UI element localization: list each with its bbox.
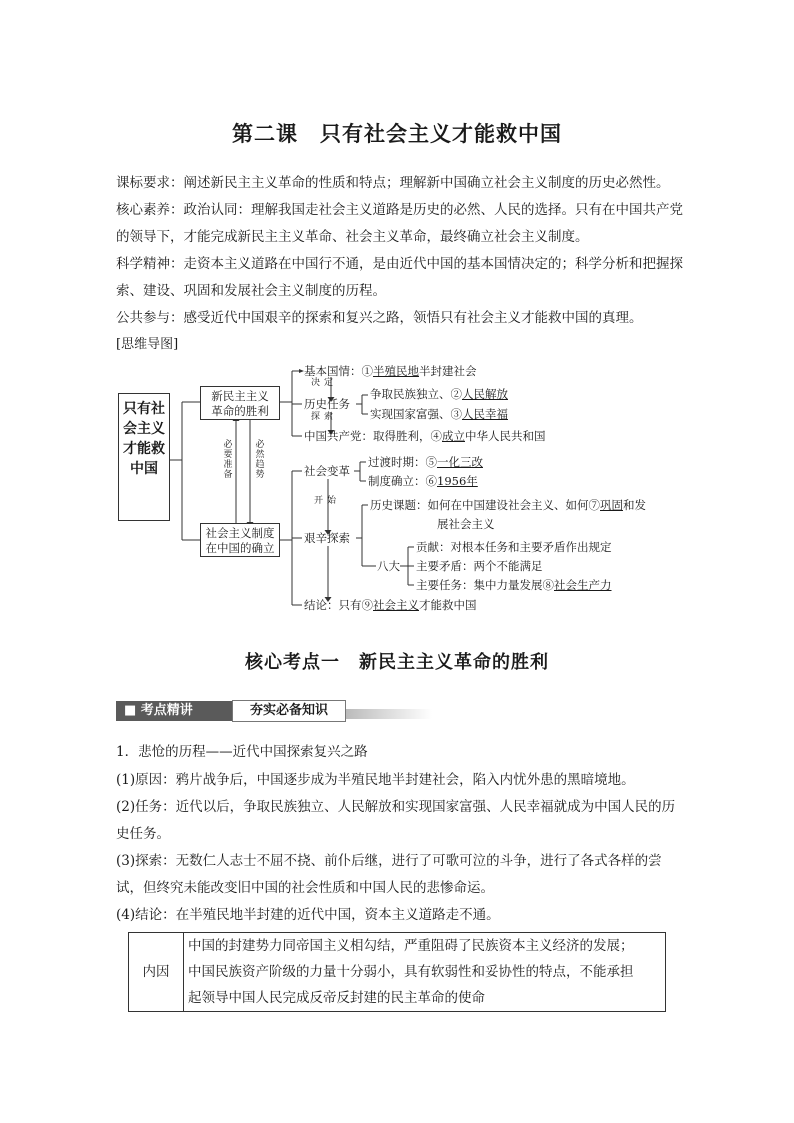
table-line: 中国民族资产阶级的力量十分弱小，具有软弱性和妥协性的特点，不能承担 — [188, 964, 634, 980]
mm-social-change: 社会变革 — [304, 464, 350, 478]
section-title: 核心考点一 新民主主义革命的胜利 — [245, 652, 549, 673]
body-reason: (1)原因：鸦片战争后，中国逐步成为半殖民地半封建社会，陷入内忧外患的黑暗境地。 — [116, 772, 635, 788]
requirement-science: 科学精神：走资本主义道路在中国行不通，是由近代中国的基本国情决定的；科学分析和把握探索、建设、巩固和发展社会主义制度的历程。 — [116, 256, 683, 299]
mindmap-root: 只有社会主义才能救中国 — [118, 393, 170, 521]
mm-topic-line2: 展社会主义 — [437, 517, 495, 531]
requirement-literacy: 核心素养：政治认同：理解我国走社会主义道路是历史的必然、人民的选择。只有在中国共产党的领导下，才能完成新民主主义革命、社会主义革命，最终确立社会主义制度。 — [116, 202, 683, 245]
mm-transition: 过渡时期：⑤一化三改 — [368, 455, 483, 469]
cause-table — [128, 932, 666, 1012]
requirement-public: 公共参与：感受近代中国艰辛的探索和复兴之路，领悟只有社会主义才能救中国的真理。 — [116, 310, 643, 326]
mm-start: 开始 — [314, 496, 341, 506]
mm-main-task: 主要任务：集中力量发展⑧社会生产力 — [416, 578, 612, 592]
table-line: 中国的封建势力同帝国主义相勾结，严重阻碍了民族资本主义经济的发展； — [188, 938, 634, 954]
requirement-standard: 课标要求：阐述新民主主义革命的性质和特点；理解新中国确立社会主义制度的历史必然性。 — [116, 175, 670, 191]
table-content — [184, 933, 666, 1012]
mm-inevitable-trend: 必然趋势 — [255, 440, 265, 480]
mm-explore: 探索 — [311, 412, 338, 422]
mm-task-2: 实现国家富强、③人民幸福 — [370, 407, 508, 421]
banner-fade — [346, 709, 432, 719]
banner-key-points: ■ 考点精讲 — [116, 701, 232, 721]
mindmap-branch-revolution: 新民主主义革命的胜利 — [200, 386, 280, 420]
body-heading: 1．悲怆的历程——近代中国探索复兴之路 — [116, 744, 368, 760]
table-line: 起领导中国人民完成反帝反封建的民主革命的使命 — [188, 990, 485, 1006]
mm-decide: 决定 — [311, 378, 338, 388]
table-row — [129, 933, 666, 1012]
table-label: 内因 — [129, 933, 184, 1012]
mm-establish: 制度确立：⑥1956年 — [368, 474, 478, 488]
body-explore: (3)探索：无数仁人志士不屈不挠、前仆后继，进行了可歌可泣的斗争，进行了各式各样的尝试，但终究未能改变旧中国的社会性质和中国人民的悲惨命运。 — [116, 853, 662, 896]
body-task: (2)任务：近代以后，争取民族独立、人民解放和实现国家富强、人民幸福就成为中国人民的历史任务。 — [116, 799, 676, 842]
mindmap-label: [思维导图] — [116, 337, 179, 352]
banner-knowledge: 夯实必备知识 — [232, 700, 346, 722]
section-banner — [116, 699, 432, 723]
mm-hard-explore: 艰辛探索 — [304, 531, 350, 545]
mindmap-branch-socialism: 社会主义制度在中国的确立 — [200, 523, 280, 557]
mm-task-1: 争取民族独立、②人民解放 — [370, 387, 508, 401]
mm-topic: 历史课题：如何在中国建设社会主义、如何⑦巩固和发 — [370, 498, 646, 512]
mm-necessary-prep: 必要准备 — [223, 440, 233, 480]
page-title: 第二课 只有社会主义才能救中国 — [232, 121, 562, 146]
mm-contradiction: 主要矛盾：两个不能满足 — [416, 559, 543, 573]
mm-historic-task: 历史任务 — [304, 397, 350, 411]
body-conclusion: (4)结论：在半殖民地半封建的近代中国，资本主义道路走不通。 — [116, 907, 500, 923]
mm-ccp: 中国共产党：取得胜利，④成立中华人民共和国 — [304, 429, 546, 443]
mm-contribution: 贡献：对根本任务和主要矛盾作出规定 — [416, 540, 612, 554]
mm-eighth-congress: 八大 — [377, 559, 400, 573]
mm-conclusion: 结论：只有⑨社会主义才能救中国 — [304, 598, 477, 612]
mm-basic-condition: 基本国情：①半殖民地半封建社会 — [304, 364, 477, 378]
